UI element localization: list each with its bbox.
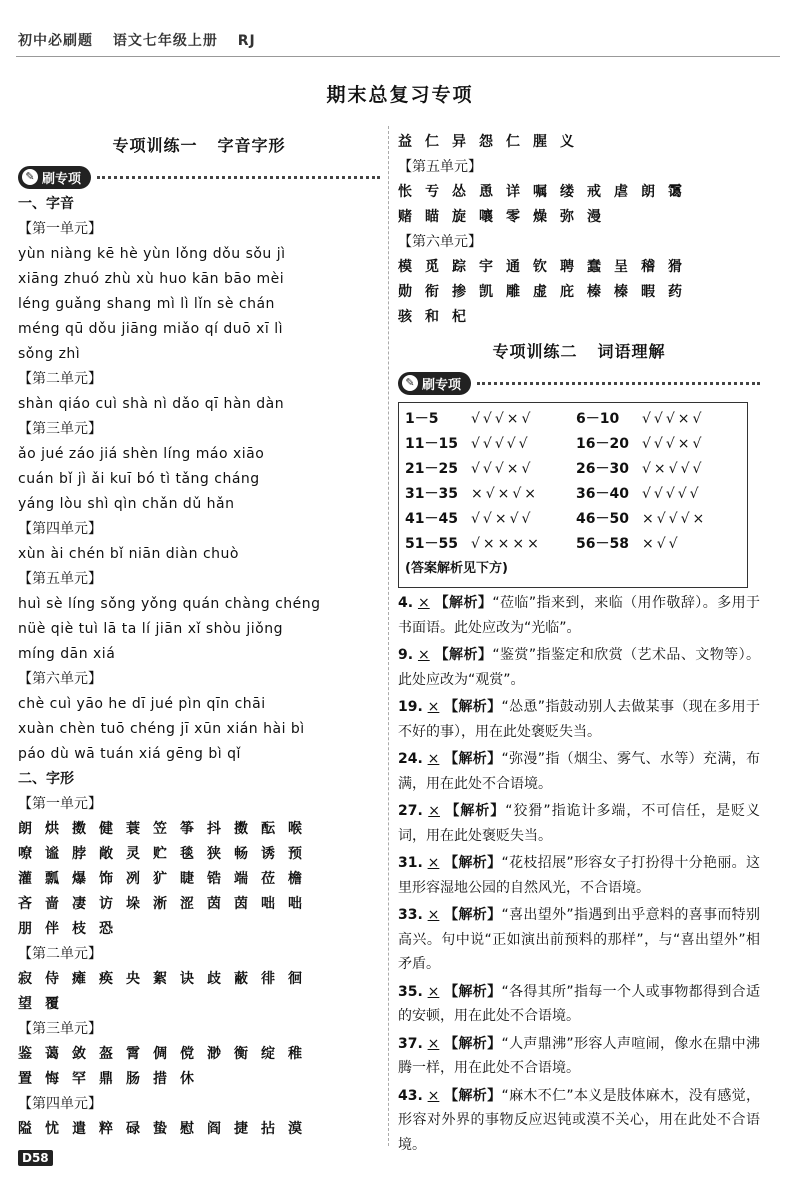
hanzi-line: 隘忧遣粹碌蛰慰阎捷拈漠 bbox=[18, 1121, 315, 1137]
answer-cell bbox=[405, 532, 576, 557]
answer-values: √√√√√ bbox=[471, 436, 531, 452]
answer-range: 51－55 bbox=[405, 536, 458, 552]
hanzi-line: 嘹谧脖敞灵贮毯狭畅诱预 bbox=[18, 846, 315, 862]
unit-heading: 【第六单元】 bbox=[398, 234, 482, 250]
explanation-item bbox=[398, 903, 760, 977]
unit-heading: 【第四单元】 bbox=[18, 1096, 102, 1112]
hanzi-line: 勋衔掺凯雕虚庇榛榛暇药 bbox=[398, 284, 695, 300]
answer-cell bbox=[405, 407, 576, 432]
answer-range: 41－45 bbox=[405, 511, 458, 527]
unit-heading: 【第五单元】 bbox=[18, 571, 102, 587]
answer-range: 6－10 bbox=[576, 411, 620, 427]
hanzi-line: 骇和杞 bbox=[398, 309, 479, 325]
pinyin-line: xuàn chèn tuō chéng jī xūn xián hài bì bbox=[18, 721, 305, 737]
unit-heading: 【第二单元】 bbox=[18, 946, 102, 962]
answer-cell bbox=[576, 432, 747, 457]
pinyin-line: páo dù wā tuán xiá gēng bì qǐ bbox=[18, 746, 241, 762]
answer-row bbox=[405, 432, 747, 457]
explanation-text: “鉴赏”指鉴定和欣赏（艺术品、文物等）。此处应改为“观赏”。 bbox=[398, 647, 761, 688]
section1-subtitle: 字音字形 bbox=[217, 136, 286, 155]
answer-mark: × bbox=[427, 1035, 440, 1052]
answer-range: 11－15 bbox=[405, 436, 458, 452]
answer-mark: × bbox=[427, 699, 440, 715]
pinyin-line: xùn ài chén bǐ niān diàn chuò bbox=[18, 546, 239, 562]
answer-values: ×√×√× bbox=[471, 486, 540, 502]
unit-heading: 【第一单元】 bbox=[18, 221, 102, 237]
pen-icon: ✎ bbox=[402, 375, 418, 391]
left-column bbox=[18, 130, 380, 1142]
answer-values: ×√√ bbox=[642, 536, 681, 552]
hanzi-line: 怅亐怂恿详嘱缕戒虐朗霭 bbox=[398, 184, 695, 200]
hanzi-list-right bbox=[398, 155, 760, 330]
section1-title bbox=[18, 130, 380, 162]
explanation-number: 9. bbox=[398, 647, 414, 663]
explanation-number: 27. bbox=[398, 803, 423, 819]
answer-rows bbox=[405, 407, 747, 557]
answer-values: √√√√√ bbox=[642, 486, 702, 502]
explanation-text: “各得其所”指每一个人或事物都得到合适的安顿，用在此处不合语境。 bbox=[398, 983, 761, 1024]
unit-heading: 【第二单元】 bbox=[18, 371, 102, 387]
explanation-item bbox=[398, 747, 760, 796]
page-header bbox=[18, 30, 270, 50]
answer-cell bbox=[576, 507, 747, 532]
explanation-tag: 【解析】 bbox=[444, 751, 502, 767]
hanzi-line: 置悔罕鼎肠措休 bbox=[18, 1071, 207, 1087]
pinyin-line: míng dān xiá bbox=[18, 646, 116, 662]
hanzi-line: 益仁异怨仁腥义 bbox=[398, 134, 587, 150]
explanation-item bbox=[398, 1084, 760, 1158]
answer-row bbox=[405, 482, 747, 507]
hanzi-line: 吝啬凄访垛淅涩茵茵咄咄 bbox=[18, 896, 315, 912]
pinyin-line: nüè qiè tuì lā ta lí jiān xǐ shòu jiǒng bbox=[18, 621, 283, 637]
section2-number: 专项训练二 bbox=[492, 342, 578, 361]
pinyin-line: yáng lòu shì qìn chǎn dǔ hǎn bbox=[18, 496, 235, 512]
unit-heading: 【第三单元】 bbox=[18, 421, 102, 437]
explanation-tag: 【解析】 bbox=[444, 983, 502, 1000]
answer-range: 31－35 bbox=[405, 486, 458, 502]
pinyin-line: huì sè líng sǒng yǒng quán chàng chéng bbox=[18, 596, 321, 612]
pinyin-list bbox=[18, 217, 380, 767]
explanation-number: 31. bbox=[398, 855, 423, 871]
explanation-tag: 【解析】 bbox=[444, 907, 502, 923]
answer-range: 36－40 bbox=[576, 486, 629, 502]
section2-subtitle: 词语理解 bbox=[597, 342, 666, 361]
right-column bbox=[398, 130, 760, 1157]
pinyin-line: sǒng zhì bbox=[18, 346, 81, 362]
answer-box bbox=[398, 402, 748, 588]
answer-values: √√√×√ bbox=[471, 411, 534, 427]
answer-range: 26－30 bbox=[576, 461, 629, 477]
explanation-tag: 【解析】 bbox=[434, 595, 493, 611]
pinyin-line: yùn niàng kē hè yùn lǒng dǒu sǒu jì bbox=[18, 246, 286, 262]
badge-label: 刷专项 bbox=[42, 171, 82, 187]
unit-heading: 【第五单元】 bbox=[398, 159, 482, 175]
pinyin-line: shàn qiáo cuì shà nì dǎo qī hàn dàn bbox=[18, 396, 285, 412]
pinyin-line: méng qū dǒu jiāng miǎo qí duō xī lì bbox=[18, 321, 284, 337]
pen-icon: ✎ bbox=[22, 169, 38, 185]
answer-cell bbox=[576, 407, 747, 432]
answer-row bbox=[405, 507, 747, 532]
answer-note: (答案解析见下方) bbox=[405, 561, 508, 576]
section2-title bbox=[398, 336, 760, 368]
answer-cell bbox=[405, 457, 576, 482]
section1-badge bbox=[18, 166, 91, 189]
explanation-tag: 【解析】 bbox=[444, 855, 502, 871]
pinyin-line: chè cuì yāo he dī jué pìn qīn chāi bbox=[18, 696, 266, 712]
answer-cell bbox=[576, 482, 747, 507]
book-name: 初中必刷题 bbox=[18, 33, 93, 49]
column-divider bbox=[388, 126, 389, 1146]
part-characters-heading: 二、字形 bbox=[18, 771, 74, 787]
answer-values: √√√×√ bbox=[642, 411, 705, 427]
page-number: D58 bbox=[18, 1150, 53, 1166]
answer-cell bbox=[405, 507, 576, 532]
answer-range: 21－25 bbox=[405, 461, 458, 477]
explanation-number: 19. bbox=[398, 699, 423, 715]
pinyin-line: xiāng zhuó zhù xù huo kān bāo mèi bbox=[18, 271, 285, 287]
answer-values: √√√×√ bbox=[642, 436, 705, 452]
explanation-number: 35. bbox=[398, 983, 423, 1000]
explanation-text: “怂恿”指鼓动别人去做某事（现在多用于不好的事），用在此处褒贬失当。 bbox=[398, 699, 761, 740]
section2-badge bbox=[398, 372, 471, 395]
unit-heading: 【第三单元】 bbox=[18, 1021, 102, 1037]
hanzi-list bbox=[18, 792, 380, 1142]
hanzi-line: 灌瓢爆饰冽犷睫锆端莅檐 bbox=[18, 871, 315, 887]
explanation-item bbox=[398, 1032, 760, 1081]
explanation-item bbox=[398, 591, 760, 640]
pinyin-line: léng guǎng shang mì lì lǐn sè chán bbox=[18, 296, 275, 312]
section1-badge-row bbox=[18, 162, 380, 192]
unit-heading: 【第六单元】 bbox=[18, 671, 102, 687]
subject-name: 语文七年级上册 bbox=[112, 33, 218, 49]
explanation-text: “弥漫”指（烟尘、雾气、水等）充满，布满，用在此处不合语境。 bbox=[398, 751, 761, 792]
answer-row bbox=[405, 407, 747, 432]
explanation-text: “喜出望外”指遇到出乎意料的喜事而特别高兴。句中说“正如演出前预料的那样”，与“喜出望外”相矛盾。 bbox=[398, 907, 761, 972]
explanation-number: 24. bbox=[398, 751, 423, 767]
explanation-item bbox=[398, 643, 760, 692]
explanation-item bbox=[398, 980, 760, 1029]
section2-badge-row bbox=[398, 368, 760, 398]
answer-mark: × bbox=[428, 803, 440, 819]
explanation-tag: 【解析】 bbox=[445, 803, 506, 819]
part-pronunciation-heading: 一、字音 bbox=[18, 196, 74, 212]
hanzi-line: 望覆 bbox=[18, 996, 72, 1012]
explanation-item bbox=[398, 799, 760, 848]
answer-cell bbox=[405, 432, 576, 457]
hanzi-line: 鉴蔼敛盔霄倜傥渺衡绽稚 bbox=[18, 1046, 315, 1062]
answer-mark: × bbox=[417, 595, 430, 611]
explanation-text: “莅临”指来到，来临（用作敬辞）。多用于书面语。此处应改为“光临”。 bbox=[398, 595, 761, 636]
answer-mark: × bbox=[427, 1087, 440, 1104]
hanzi-line: 赌瞄旋嚷零燥弥漫 bbox=[398, 209, 614, 225]
hanzi-line: 寂侍瘫痪央絮诀歧蔽徘徊 bbox=[18, 971, 315, 987]
pinyin-line: cuán bǐ jì ǎi kuī bó tì tǎng cháng bbox=[18, 471, 260, 487]
explanation-text: “人声鼎沸”形容人声喧闹，像水在鼎中沸腾一样，用在此处不合语境。 bbox=[398, 1035, 761, 1076]
hanzi-line: 朋伴枝恐 bbox=[18, 921, 126, 937]
explanation-item bbox=[398, 851, 760, 900]
dotted-rule bbox=[97, 176, 380, 179]
explanation-number: 4. bbox=[398, 595, 414, 611]
unit-heading: 【第一单元】 bbox=[18, 796, 102, 812]
answer-cell bbox=[576, 457, 747, 482]
answer-range: 56－58 bbox=[576, 536, 629, 552]
hanzi-line: 朗烘擞健蓑笠筝抖擞酝喉 bbox=[18, 821, 315, 837]
answer-values: √√×√√ bbox=[471, 511, 534, 527]
explanation-tag: 【解析】 bbox=[444, 699, 502, 715]
answer-values: √√√×√ bbox=[471, 461, 534, 477]
answer-mark: × bbox=[427, 983, 440, 1000]
answer-cell bbox=[576, 532, 747, 557]
page-title: 期末总复习专项 bbox=[326, 84, 474, 106]
answer-values: √×××× bbox=[471, 536, 542, 552]
explanation-text: “花枝招展”形容女子打扮得十分艳丽。这里形容湿地公园的自然风光，不合语境。 bbox=[398, 855, 761, 896]
answer-mark: × bbox=[427, 855, 440, 871]
header-rule bbox=[16, 56, 780, 57]
answer-row bbox=[405, 457, 747, 482]
explanation-number: 43. bbox=[398, 1087, 423, 1104]
explanations bbox=[398, 591, 760, 1157]
answer-mark: × bbox=[417, 647, 430, 663]
explanation-text: “狡猾”指诡计多端，不可信任，是贬义词，用在此处褒贬失当。 bbox=[398, 803, 761, 844]
answer-row bbox=[405, 532, 747, 557]
answer-cell bbox=[405, 482, 576, 507]
explanation-number: 37. bbox=[398, 1035, 423, 1052]
pinyin-line: ǎo jué záo jiá shèn líng máo xiāo bbox=[18, 446, 265, 462]
explanation-tag: 【解析】 bbox=[444, 1035, 502, 1052]
answer-range: 16－20 bbox=[576, 436, 629, 452]
dotted-rule bbox=[477, 382, 760, 385]
hanzi-line: 模觅踪宇通钦聘蠢呈稽猾 bbox=[398, 259, 695, 275]
answer-range: 46－50 bbox=[576, 511, 629, 527]
explanation-tag: 【解析】 bbox=[434, 647, 493, 663]
answer-mark: × bbox=[427, 907, 440, 923]
section1-number: 专项训练一 bbox=[112, 136, 198, 155]
unit-heading: 【第四单元】 bbox=[18, 521, 102, 537]
edition-label: RJ bbox=[237, 33, 256, 49]
answer-values: ×√√√× bbox=[642, 511, 708, 527]
explanation-item bbox=[398, 695, 760, 744]
answer-mark: × bbox=[427, 751, 440, 767]
explanation-text: “麻木不仁”本义是肢体麻木，没有感觉，形容对外界的事物反应迟钝或漠不关心，用在此处不合语境。 bbox=[398, 1087, 761, 1153]
badge-label: 刷专项 bbox=[422, 377, 462, 393]
explanation-tag: 【解析】 bbox=[444, 1087, 502, 1104]
answer-range: 1－5 bbox=[405, 411, 439, 427]
explanation-number: 33. bbox=[398, 907, 423, 923]
answer-values: √×√√√ bbox=[642, 461, 705, 477]
